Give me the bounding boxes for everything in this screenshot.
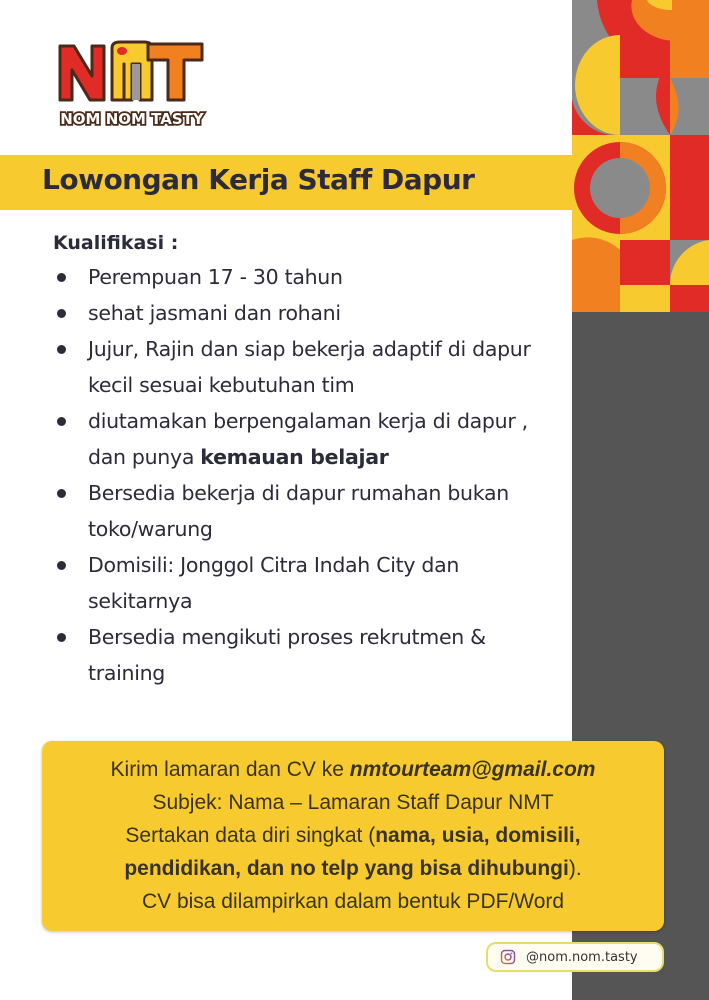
list-item (53, 547, 563, 619)
list-item (53, 331, 563, 403)
list-item (53, 475, 563, 547)
contact-line-3-bold: nama, usia, domisili, (375, 824, 581, 847)
contact-line-2: Subjek: Nama – Lamaran Staff Dapur NMT (152, 791, 554, 814)
contact-line-4-suffix: ). (568, 857, 582, 880)
list-item-text: Domisili: Jonggol Citra Indah City dan sekitarnya (88, 553, 460, 613)
bullet-icon (57, 345, 66, 354)
page-title: Lowongan Kerja Staff Dapur (42, 163, 475, 196)
contact-line-5: CV bisa dilampirkan dalam bentuk PDF/Word (141, 890, 565, 913)
list-item-text: Bersedia bekerja di dapur rumahan bukan toko/warung (88, 481, 509, 541)
list-item (53, 619, 563, 691)
list-item-text: sehat jasmani dan rohani (88, 301, 341, 325)
qualifications-list (53, 259, 563, 691)
list-item-emphasis: kemauan belajar (200, 445, 389, 469)
contact-line-1 (52, 753, 654, 786)
list-item (53, 259, 563, 295)
bullet-icon (57, 273, 66, 282)
list-item-text: diutamakan berpengalaman kerja di dapur , dan punya (88, 409, 528, 469)
contact-prefix: Kirim lamaran dan CV ke (110, 758, 350, 781)
bullet-icon (57, 309, 66, 318)
email-link[interactable]: nmtourteam@gmail.com (349, 758, 596, 781)
contact-line-4-bold: pendidikan, dan no telp yang bisa dihubungi (124, 857, 569, 880)
instagram-badge[interactable] (486, 942, 664, 972)
application-info-box (42, 741, 664, 931)
list-item (53, 295, 563, 331)
list-item-text: Bersedia mengikuti proses rekrutmen & training (88, 625, 486, 685)
list-item-text: Jujur, Rajin dan siap bekerja adaptif di dapur kecil sesuai kebutuhan tim (88, 337, 531, 397)
nmt-logo (52, 38, 212, 133)
contact-line-4 (52, 852, 654, 885)
qualifications-heading: Kualifikasi : (53, 232, 179, 254)
instagram-icon (500, 949, 516, 965)
contact-line-3 (52, 819, 654, 852)
bullet-icon (57, 489, 66, 498)
bullet-icon (57, 561, 66, 570)
bullet-icon (57, 417, 66, 426)
nmt-logo-graphic (52, 38, 212, 133)
bullet-icon (57, 633, 66, 642)
instagram-handle: @nom.nom.tasty (526, 949, 638, 965)
list-item (53, 403, 563, 475)
svg-text:NOM NOM TASTY: NOM NOM TASTY (60, 110, 204, 128)
geometric-pattern (572, 0, 709, 312)
list-item-text: Perempuan 17 - 30 tahun (88, 265, 343, 289)
contact-line-3-text: Sertakan data diri singkat ( (125, 824, 376, 847)
geometric-pattern-graphic (572, 0, 709, 312)
